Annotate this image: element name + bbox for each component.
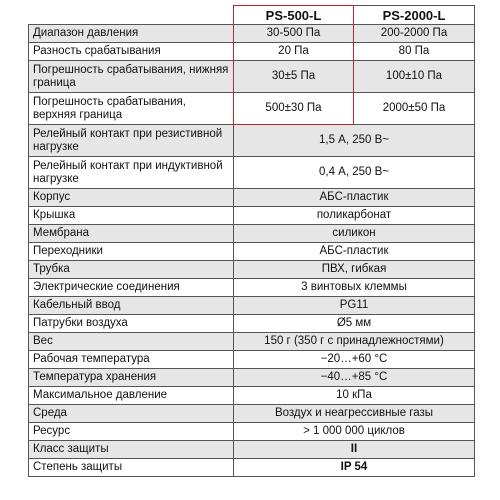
param-value: поликарбонат <box>234 207 475 225</box>
table-row <box>29 459 475 477</box>
table-row <box>29 261 475 279</box>
param-value: силикон <box>234 225 475 243</box>
param-value: 150 г (350 г с принадлежностями) <box>234 333 475 351</box>
param-value: 0,4 А, 250 В~ <box>234 157 475 189</box>
param-value: PG11 <box>234 297 475 315</box>
param-value: 80 Па <box>354 43 475 61</box>
model-header: PS-500-L <box>234 6 354 25</box>
table-row <box>29 225 475 243</box>
model-header: PS-2000-L <box>354 6 475 25</box>
header-row <box>29 6 475 25</box>
param-value: АБС-пластик <box>234 189 475 207</box>
param-name: Максимальное давление <box>29 387 234 405</box>
param-name: Рабочая температура <box>29 351 234 369</box>
param-value: ПВХ, гибкая <box>234 261 475 279</box>
table-row <box>29 125 475 157</box>
param-value: > 1 000 000 циклов <box>234 423 475 441</box>
param-name: Корпус <box>29 189 234 207</box>
param-name: Класс защиты <box>29 441 234 459</box>
param-value: 500±30 Па <box>234 93 354 125</box>
table-row <box>29 297 475 315</box>
param-value: Воздух и неагрессивные газы <box>234 405 475 423</box>
param-value: 100±10 Па <box>354 61 475 93</box>
param-name: Степень защиты <box>29 459 234 477</box>
param-value: 30±5 Па <box>234 61 354 93</box>
param-name: Погрешность срабатывания, нижняя граница <box>29 61 234 93</box>
table-row <box>29 43 475 61</box>
param-name: Переходники <box>29 243 234 261</box>
table-row <box>29 333 475 351</box>
param-value: 1,5 А, 250 В~ <box>234 125 475 157</box>
table-row <box>29 423 475 441</box>
table-row <box>29 157 475 189</box>
table-row <box>29 441 475 459</box>
param-value: 2000±50 Па <box>354 93 475 125</box>
table-row <box>29 351 475 369</box>
table-row <box>29 25 475 43</box>
param-value: Ø5 мм <box>234 315 475 333</box>
param-value: IP 54 <box>234 459 475 477</box>
param-value: −20…+60 °C <box>234 351 475 369</box>
param-value: 30-500 Па <box>234 25 354 43</box>
param-name: Электрические соединения <box>29 279 234 297</box>
param-name: Температура хранения <box>29 369 234 387</box>
param-value: 200-2000 Па <box>354 25 475 43</box>
param-name: Релейный контакт при резистивной нагрузке <box>29 125 234 157</box>
table-row <box>29 369 475 387</box>
param-name: Крышка <box>29 207 234 225</box>
param-name: Ресурс <box>29 423 234 441</box>
spec-table <box>28 5 475 477</box>
table-row <box>29 387 475 405</box>
table-row <box>29 207 475 225</box>
table-row <box>29 405 475 423</box>
table-row <box>29 279 475 297</box>
table-row <box>29 315 475 333</box>
param-value: АБС-пластик <box>234 243 475 261</box>
param-value: −40…+85 °C <box>234 369 475 387</box>
param-value: 20 Па <box>234 43 354 61</box>
param-name: Среда <box>29 405 234 423</box>
param-value: 10 кПа <box>234 387 475 405</box>
param-name: Диапазон давления <box>29 25 234 43</box>
table-row <box>29 93 475 125</box>
param-value: II <box>234 441 475 459</box>
param-name: Мембрана <box>29 225 234 243</box>
table-row <box>29 243 475 261</box>
param-name: Кабельный ввод <box>29 297 234 315</box>
param-name: Патрубки воздуха <box>29 315 234 333</box>
param-name: Погрешность срабатывания, верхняя граница <box>29 93 234 125</box>
param-name: Релейный контакт при индуктивной нагрузке <box>29 157 234 189</box>
param-name: Трубка <box>29 261 234 279</box>
param-value: 3 винтовых клеммы <box>234 279 475 297</box>
param-name: Вес <box>29 333 234 351</box>
header-blank-cell <box>29 6 234 25</box>
param-name: Разность срабатывания <box>29 43 234 61</box>
table-row <box>29 189 475 207</box>
table-row <box>29 61 475 93</box>
